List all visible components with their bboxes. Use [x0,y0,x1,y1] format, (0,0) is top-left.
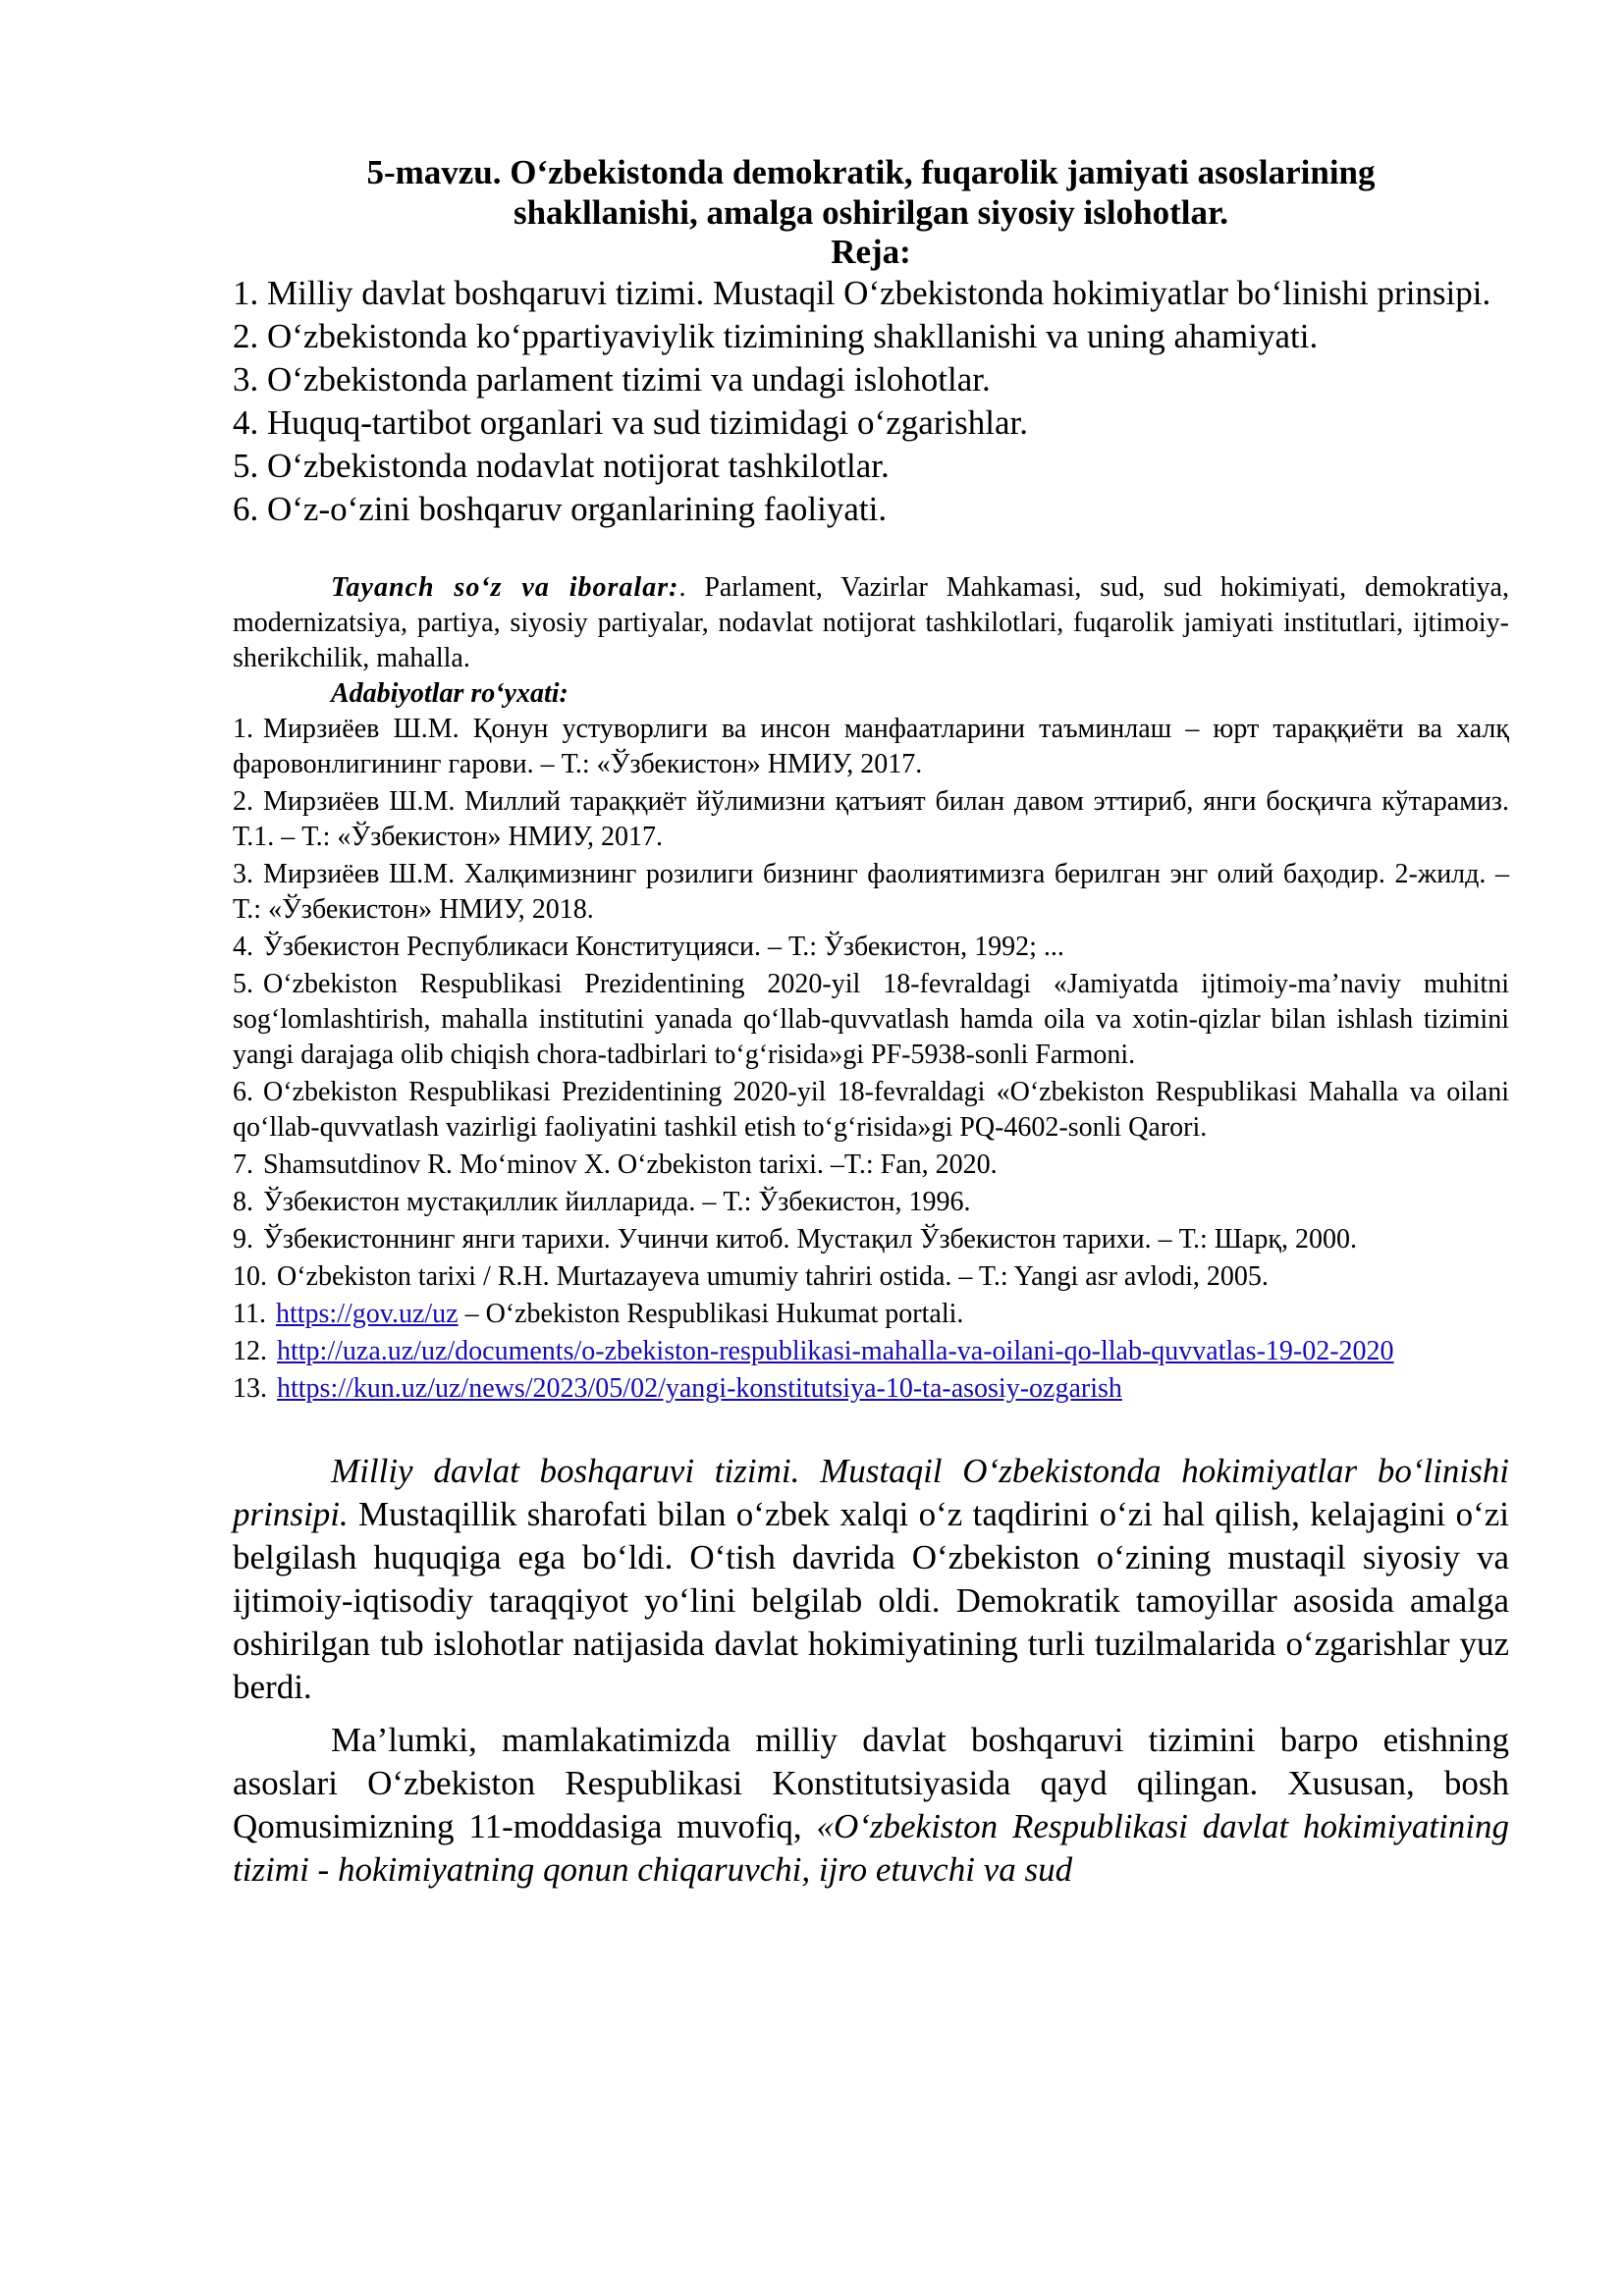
reference-item [233,1334,1509,1369]
references-list [233,712,1509,1407]
title-line-2: shakllanishi, amalga oshirilgan siyosiy islohotlar. [513,193,1229,232]
reference-link[interactable]: https://gov.uz/uz [275,1299,459,1329]
reference-text: O‘zbekiston tarixi / R.H. Murtazayeva umumiy tahriri ostida. – T.: Yangi asr avlodi, 2005. [277,1261,1269,1292]
reference-item [233,967,1509,1073]
reference-text: Мирзиёев Ш.М. Қонун устуворлиги ва инсон манфаатларини таъминлаш – юрт тараққиёти ва халқ фаровонлигининг гарови. – Т.: «Ўзбекистон» НМИУ, 2017. [233,714,1509,779]
reference-text: Ўзбекистоннинг янги тарихи. Учинчи китоб. Мустақил Ўзбекистон тарихи. – Т.: Шарқ, 2000. [263,1224,1358,1255]
reference-number: 10. [233,1261,267,1292]
reference-item [233,784,1509,855]
reference-text: O‘zbekiston Respublikasi Prezidentining 2020-yil 18-fevraldagi «Jamiyatda ijtimoiy-ma’naviy muhitni sog‘lomlashtirish, mahalla institutini yanada qo‘llab-quvvatlash hamda oila va xotin-qizlar bilan ishlash tizimini yangi darajaga olib chiqish chora-tadbirlari to‘g‘risida»gi PF-5938-sonli Farmoni. [233,969,1509,1070]
reference-item [233,1185,1509,1220]
reference-text: O‘zbekiston Respublikasi Prezidentining 2020-yil 18-fevraldagi «O‘zbekiston Respublikasi Mahalla va oilani qo‘llab-quvvatlash vazirligi faoliyatini tashkil etish to‘g‘risida»gi PQ-4602-sonli Qarori. [233,1077,1509,1143]
reference-link[interactable]: https://kun.uz/uz/news/2023/05/02/yangi-konstitutsiya-10-ta-asosiy-ozgarish [277,1373,1122,1404]
paragraph-text: Mustaqillik sharofati bilan o‘zbek xalqi o‘z taqdirini o‘zi hal qilish, kelajagini o‘zi belgilash huquqiga ega bo‘ldi. O‘tish davrida O‘zbekiston o‘zining mustaqil siyosiy va ijtimoiy-iqtisodiy taraqqiyot yo‘lini belgilab oldi. Demokratik tamoyillar asosida amalga oshirilgan tub islohotlar natijasida davlat hokimiyatining turli tuzilmalarida o‘zgarishlar yuz berdi. [233,1495,1509,1706]
reference-link[interactable]: http://uza.uz/uz/documents/o-zbekiston-respublikasi-mahalla-va-oilani-qo-llab-quvvatlas-19-02-2020 [277,1336,1394,1366]
reference-number: 7. [233,1149,253,1180]
reference-item [233,1075,1509,1146]
keywords-paragraph [233,570,1509,676]
reference-text: Ўзбекистон Республикаси Конституцияси. – Т.: Ўзбекистон, 1992; ... [263,932,1064,962]
reference-item [233,1148,1509,1183]
reference-number: 2. [233,786,253,817]
keywords-text: . Parlament, Vazirlar Mahkamasi, sud, sud hokimiyati, demokratiya, modernizatsiya, partiya, siyosiy partiyalar, nodavlat notijorat tashkilotlari, fuqarolik jamiyati institutlari, ijtimoiy-sherikchilik, mahalla. [233,572,1509,673]
reference-number: 3. [233,859,253,889]
plan-item: 3. O‘zbekistonda parlament tizimi va undagi islohotlar. [233,360,991,399]
reference-text: Ўзбекистон мустақиллик йилларида. – Т.: Ўзбекистон, 1996. [263,1187,971,1217]
reference-number: 12. [233,1336,267,1366]
section-heading-inline: Milliy davlat boshqaruvi tizimi. Mustaqil O‘zbekistonda hokimiyatlar bo‘linishi prinsipi. [233,1452,1509,1533]
reference-number: 1. [233,714,253,744]
keywords-lead: Tayanch so‘z va iboralar: [331,572,679,603]
reference-item [233,1222,1509,1257]
reference-item [233,1297,1509,1332]
reference-item [233,1371,1509,1407]
reference-item [233,930,1509,965]
reference-number: 9. [233,1224,253,1255]
body-paragraph-1 [233,1450,1509,1709]
reference-number: 13. [233,1373,267,1404]
body-paragraph-2 [233,1719,1509,1892]
plan-heading: Reja: [831,233,911,271]
document-title [233,152,1509,233]
plan-item: 5. O‘zbekistonda nodavlat notijorat tashkilotlar. [233,447,890,485]
reference-number: 8. [233,1187,253,1217]
reference-number: 6. [233,1077,253,1107]
reference-number: 4. [233,932,253,962]
constitution-quote: «O‘zbekiston Respublikasi davlat hokimiyatining tizimi - hokimiyatning qonun chiqaruvchi, ijro etuvchi va sud [233,1807,1509,1889]
reference-text: Мирзиёев Ш.М. Миллий тараққиёт йўлимизни қатъият билан давом эттириб, янги босқичга кўтарамиз. Т.1. – Т.: «Ўзбекистон» НМИУ, 2017. [233,786,1509,852]
reference-number: 5. [233,969,253,999]
document-page [233,152,1509,1892]
plan-item: 1. Milliy davlat boshqaruvi tizimi. Mustaqil O‘zbekistonda hokimiyatlar bo‘linishi prinsipi. [233,274,1491,312]
plan-item: 6. O‘z-o‘zini boshqaruv organlarining faoliyati. [233,490,888,528]
reference-link-description: – O‘zbekiston Respublikasi Hukumat portali. [458,1299,964,1329]
paragraph-text: Ma’lumki, mamlakatimizda milliy davlat boshqaruvi tizimini barpo etishning asoslari O‘zbekiston Respublikasi Konstitutsiyasida qayd qilingan. Xususan, bosh Qomusimizning 11-moddasiga muvofiq, [233,1721,1509,1845]
plan-item: 4. Huquq-tartibot organlari va sud tizimidagi o‘zgarishlar. [233,403,1028,442]
plan-item: 2. O‘zbekistonda ko‘ppartiyaviylik tizimining shakllanishi va uning ahamiyati. [233,317,1319,355]
reference-number: 11. [233,1299,266,1329]
reference-text: Мирзиёев Ш.М. Халқимизнинг розилиги бизнинг фаолиятимизга берилган энг олий баҳодир. 2-жилд. – Т.: «Ўзбекистон» НМИУ, 2018. [233,859,1509,925]
reference-item [233,712,1509,782]
title-line-1: 5-mavzu. O‘zbekistonda demokratik, fuqarolik jamiyati asoslarining [366,153,1376,191]
plan-list [233,272,1509,531]
references-heading: Adabiyotlar ro‘yxati: [331,678,568,709]
reference-text: Shamsutdinov R. Mo‘minov X. O‘zbekiston tarixi. –T.: Fan, 2020. [263,1149,998,1180]
reference-item [233,857,1509,928]
reference-item [233,1259,1509,1295]
